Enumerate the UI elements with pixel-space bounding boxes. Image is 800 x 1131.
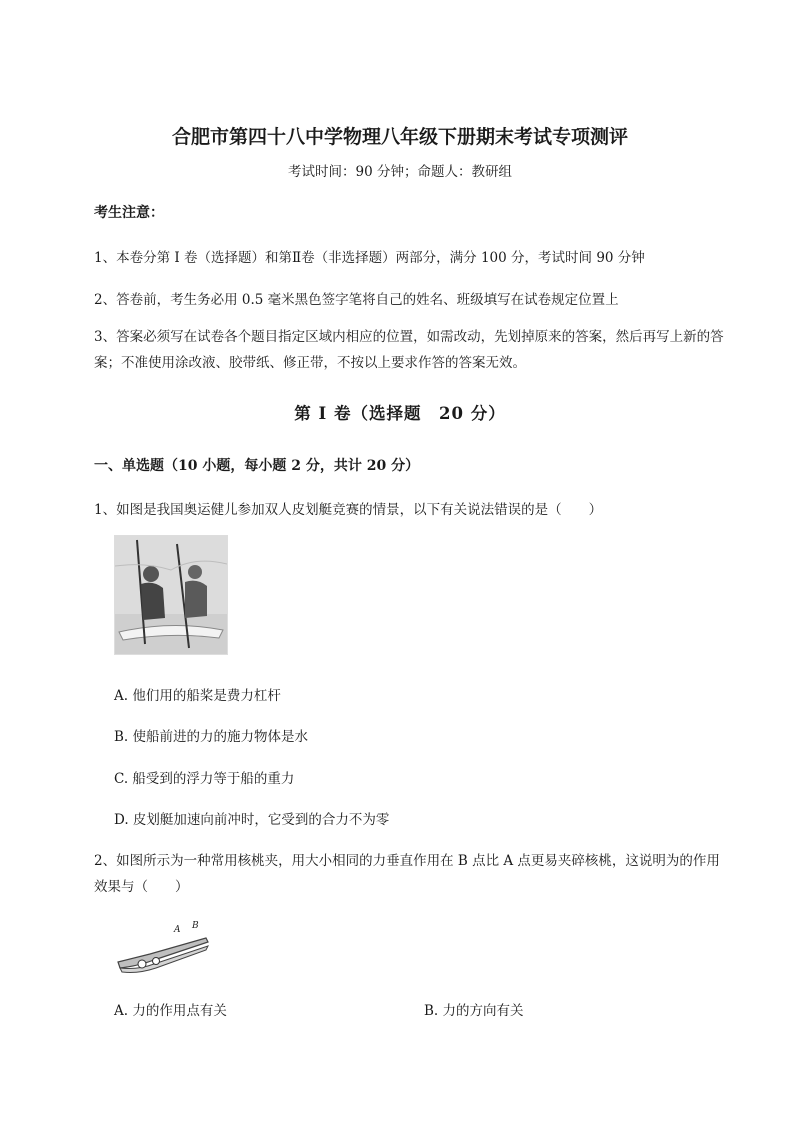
notice-item-3: 3、答案必须写在试卷各个题目指定区域内相应的位置，如需改动，先划掉原来的答案，然后再写上新的答案；不准使用涂改液、胶带纸、修正带，不按以上要求作答的答案无效。 — [94, 329, 724, 371]
part-heading: 一、单选题（10 小题，每小题 2 分，共计 20 分） — [94, 458, 420, 474]
figure-label-b: B — [192, 921, 199, 931]
question-2-option-b: B. 力的方向有关 — [424, 1003, 524, 1019]
notice-heading: 考生注意： — [94, 205, 164, 221]
kayak-photo — [114, 535, 228, 655]
question-1-option-c: C. 船受到的浮力等于船的重力 — [114, 771, 295, 787]
page-subtitle: 考试时间：90 分钟；命题人：教研组 — [288, 164, 512, 180]
notice-item-2: 2、答卷前，考生务必用 0.5 毫米黑色签字笔将自己的姓名、班级填写在试卷规定位置上 — [94, 292, 619, 308]
question-1-option-a: A. 他们用的船桨是费力杠杆 — [114, 688, 281, 704]
page-title: 合肥市第四十八中学物理八年级下册期末考试专项测评 — [171, 126, 628, 148]
question-2-option-a: A. 力的作用点有关 — [114, 1003, 227, 1019]
question-1-option-d: D. 皮划艇加速向前冲时，它受到的合力不为零 — [114, 812, 390, 828]
question-2-stem: 2、如图所示为一种常用核桃夹，用大小相同的力垂直作用在 B 点比 A 点更易夹碎核桃，这说明为的作用效果与（ ） — [94, 853, 720, 895]
nutcracker-figure — [114, 918, 214, 974]
question-1-stem: 1、如图是我国奥运健儿参加双人皮划艇竞赛的情景，以下有关说法错误的是（ ） — [94, 502, 603, 518]
question-1-option-b: B. 使船前进的力的施力物体是水 — [114, 729, 309, 745]
notice-item-1: 1、本卷分第 I 卷（选择题）和第Ⅱ卷（非选择题）两部分，满分 100 分，考试时间 90 分钟 — [94, 250, 645, 266]
figure-label-a: A — [174, 925, 181, 935]
section-title: 第 I 卷（选择题 20 分） — [294, 404, 506, 423]
